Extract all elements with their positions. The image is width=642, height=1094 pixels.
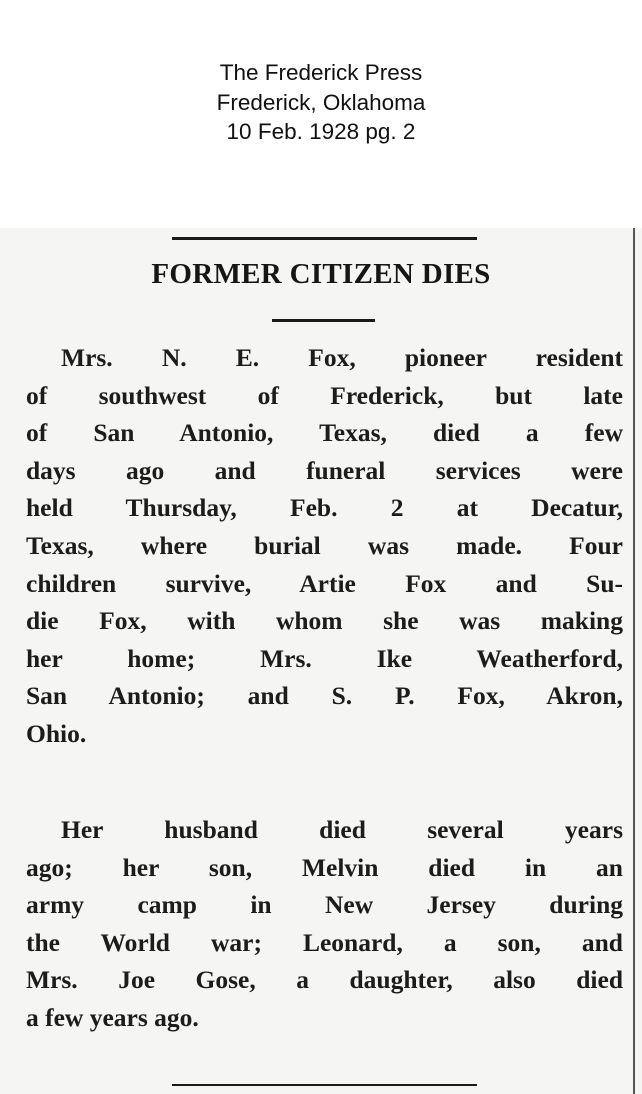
article-line: die Fox, with whom she was making — [26, 606, 623, 636]
newspaper-name: The Frederick Press — [219, 60, 423, 85]
article-line: days ago and funeral services were — [26, 455, 623, 485]
headline-divider — [272, 319, 375, 322]
article-paragraph-2 — [26, 811, 623, 1037]
newspaper-clipping — [0, 228, 642, 1094]
article-line: held Thursday, Feb. 2 at Decatur, — [26, 493, 623, 523]
article-line: children survive, Artie Fox and Su- — [26, 568, 623, 598]
article-line: Texas, where burial was made. Four — [26, 530, 623, 560]
source-citation — [0, 58, 642, 147]
newspaper-location: Frederick, Oklahoma — [216, 89, 426, 115]
article-line: of San Antonio, Texas, died a few — [26, 418, 623, 448]
article-line: San Antonio; and S. P. Fox, Akron, — [26, 681, 623, 711]
article-headline: FORMER CITIZEN DIES — [151, 258, 491, 290]
article-line: Ohio. — [26, 718, 87, 748]
column-rule — [633, 228, 635, 1094]
top-divider — [172, 237, 477, 240]
article-paragraph-1 — [26, 339, 623, 753]
article-line: her home; Mrs. Ike Weatherford, — [26, 643, 623, 673]
article-line: the World war; Leonard, a son, and — [26, 927, 623, 957]
article-line: a few years ago. — [26, 1002, 199, 1032]
bottom-divider — [172, 1084, 477, 1086]
article-line: of southwest of Frederick, but late — [26, 380, 623, 410]
article-line: Mrs. N. E. Fox, pioneer resident — [61, 343, 623, 372]
article-line: army camp in New Jersey during — [26, 890, 623, 920]
article-line: Mrs. Joe Gose, a daughter, also died — [26, 965, 623, 995]
article-line: ago; her son, Melvin died in an — [26, 852, 623, 882]
publication-date-page: 10 Feb. 1928 pg. 2 — [226, 119, 416, 144]
article-line: Her husband died several years — [61, 815, 623, 844]
